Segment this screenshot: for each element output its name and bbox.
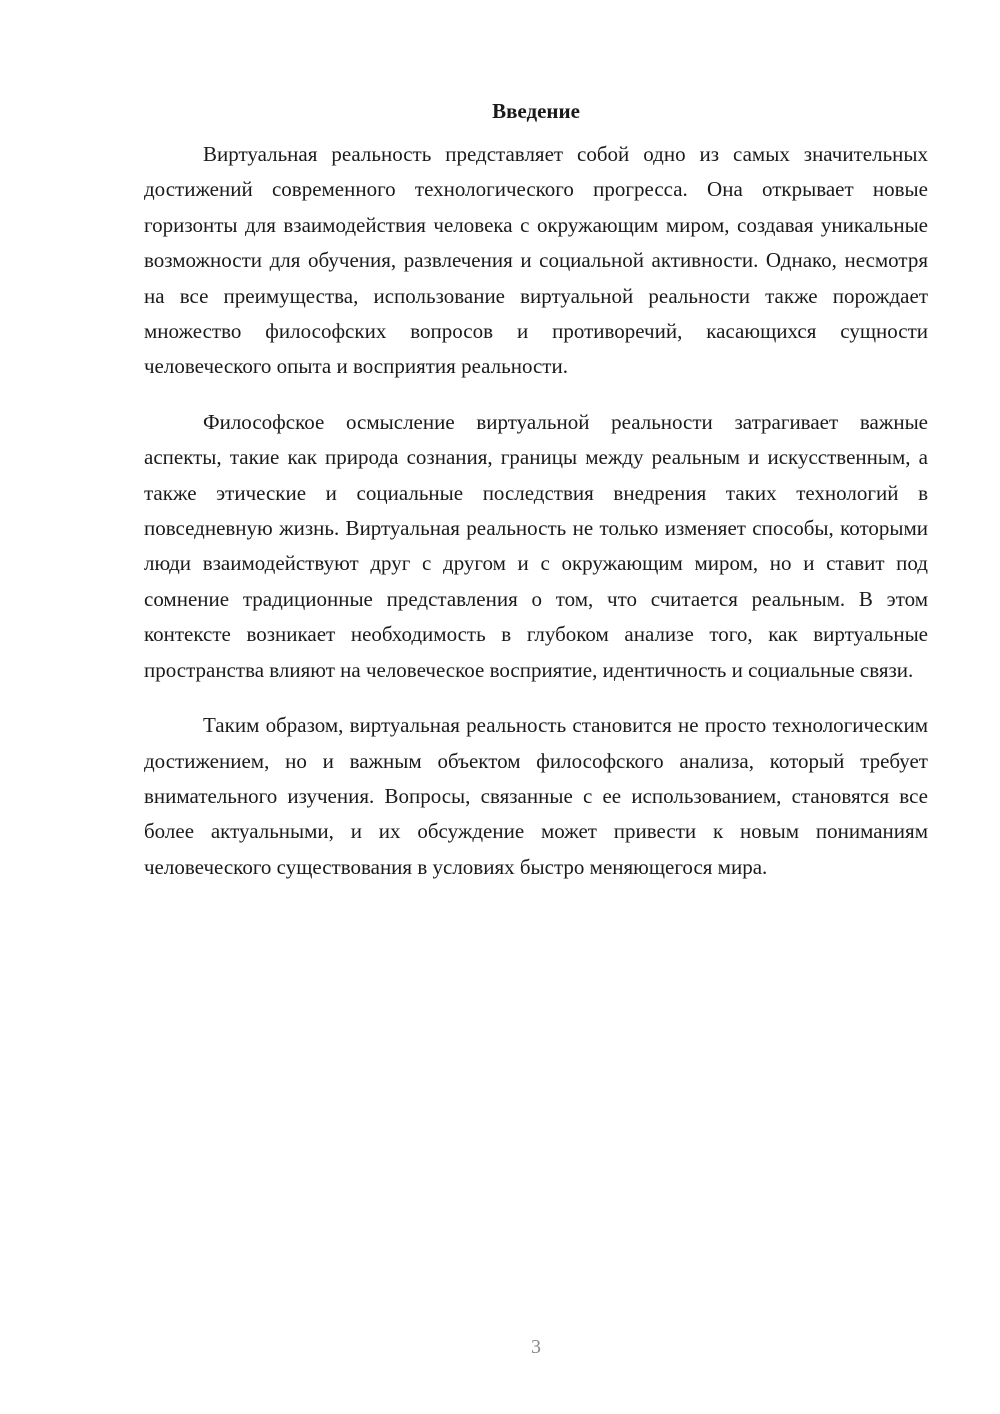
section-heading: Введение [492,99,580,123]
page-content [144,97,928,905]
paragraph-2: Философское осмысление виртуальной реальности затрагивает важные аспекты, такие как природа сознания, границы между реальным и искусственным, а также этические и социальные последствия внедрения таких технологий в повседневную жизнь. Виртуальная реальность не только изменяет способы, которыми люди взаимодействуют друг с другом и с окружающим миром, но и ставит под сомнение традиционные представления о том, что считается реальным. В этом контексте возникает необходимость в глубоком анализе того, как виртуальные пространства влияют на человеческое восприятие, идентичность и социальные связи. [144,409,928,682]
paragraph-3: Таким образом, виртуальная реальность становится не просто технологическим достижением, но и важным объектом философского анализа, который требует внимательного изучения. Вопросы, связанные с ее использованием, становятся все более актуальными, и их обсуждение может привести к новым пониманиям человеческого существования в условиях быстро меняющегося мира. [144,713,928,879]
page-number: 3 [531,1336,541,1358]
paragraph-1: Виртуальная реальность представляет собой одно из самых значительных достижений современного технологического прогресса. Она открывает новые горизонты для взаимодействия человека с окружающим миром, создавая уникальные возможности для обучения, развлечения и социальной активности. Однако, несмотря на все преимущества, использование виртуальной реальности также порождает множество философских вопросов и противоречий, касающихся сущности человеческого опыта и восприятия реальности. [144,142,928,379]
